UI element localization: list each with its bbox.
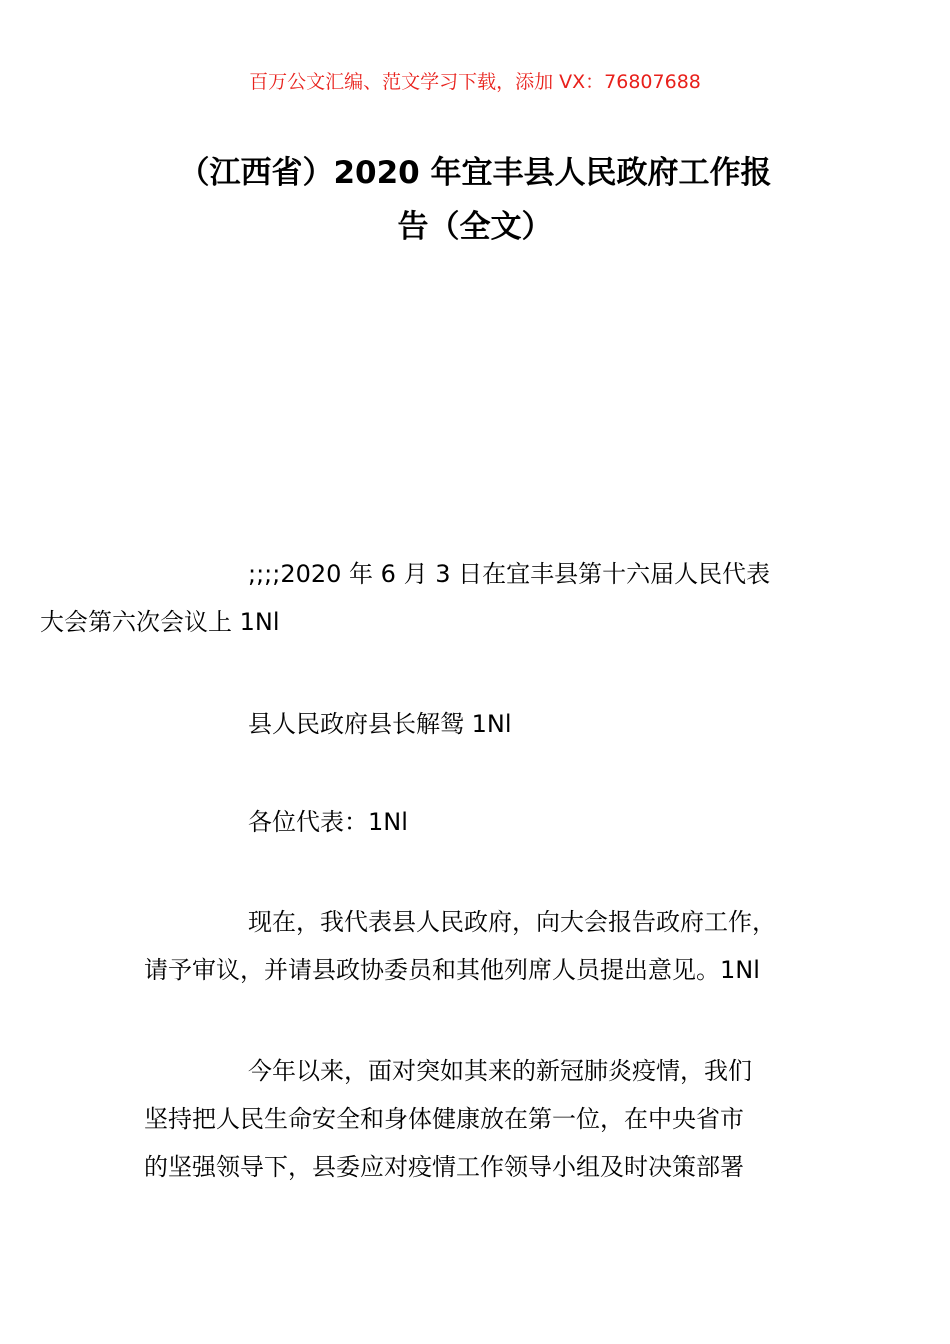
document-title [100, 146, 850, 254]
paragraph-intro [144, 898, 834, 994]
paragraph-line: 的坚强领导下，县委应对疫情工作领导小组及时决策部署 [144, 1153, 744, 1181]
paragraph-line: 请予审议，并请县政协委员和其他列席人员提出意见。1Nl [144, 956, 760, 984]
paragraph-line: 今年以来，面对突如其来的新冠肺炎疫情，我们 [248, 1057, 752, 1085]
title-line-1: （江西省）2020 年宜丰县人民政府工作报 [178, 155, 772, 191]
header-note: 百万公文汇编、范文学习下载，添加 VX：76807688 [249, 71, 701, 93]
paragraph-speaker [144, 700, 834, 748]
paragraph-session-info [40, 550, 834, 646]
paragraph-line: 大会第六次会议上 1Nl [40, 608, 280, 636]
paragraph-line: 坚持把人民生命安全和身体健康放在第一位，在中央省市 [144, 1105, 744, 1133]
paragraph-epidemic [144, 1047, 834, 1191]
paragraph-line: 现在，我代表县人民政府，向大会报告政府工作， [248, 908, 776, 936]
paragraph-salutation [144, 798, 834, 846]
paragraph-line: 县人民政府县长解鸳 1Nl [248, 710, 512, 738]
paragraph-line: ;;;;2020 年 6 月 3 日在宜丰县第十六届人民代表 [248, 560, 771, 588]
title-line-2: 告（全文） [397, 209, 553, 245]
paragraph-line: 各位代表：1Nl [248, 808, 408, 836]
